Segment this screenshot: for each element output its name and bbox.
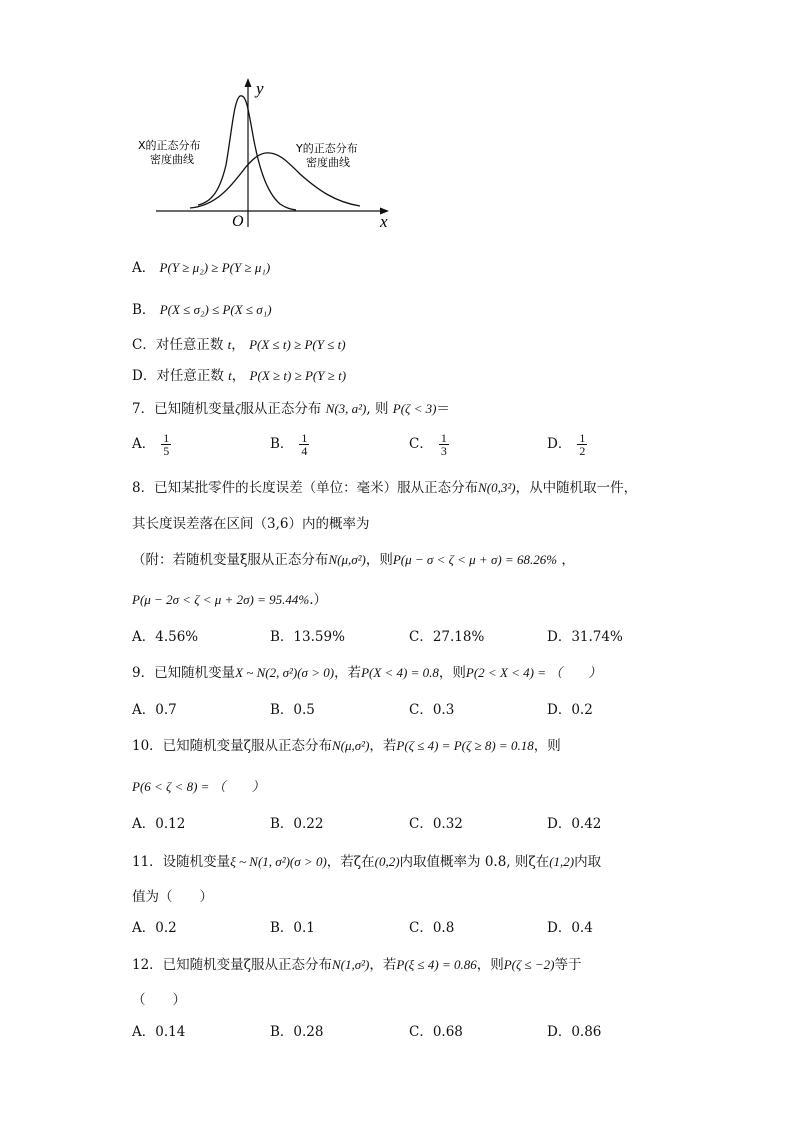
x-curve-label-1: X的正态分布 [138, 139, 201, 152]
q6-option-a-expr: P(Y ≥ μ₂) ≥ P(Y ≥ μ₁) [159, 260, 271, 275]
x-density-curve [198, 96, 296, 210]
q11-option-b: B．0.1 [270, 920, 315, 936]
q11-stem-line1: 11．设随机变量ξ ~ N(1, σ²)(σ > 0)，若ζ在(0,2)内取值概率为 0.8, 则ζ在(1,2)内取 [132, 854, 602, 870]
y-curve-label-1: Y的正态分布 [296, 142, 358, 155]
y-axis-label: y [256, 79, 264, 98]
q8-option-a: A．4.56% [132, 629, 199, 645]
q8-stem-line4: P(μ − 2σ < ζ < μ + 2σ) = 95.44%.） [132, 592, 327, 608]
normal-density-figure [130, 70, 400, 235]
q7-option-b: B． $\frac{1}{4}$ [270, 431, 308, 458]
q12-option-a: A．0.14 [132, 1024, 186, 1040]
q12-option-c: C．0.68 [409, 1024, 463, 1040]
q9-option-c: C．0.3 [409, 702, 455, 718]
origin-label: O [232, 213, 244, 230]
q9-option-a: A．0.7 [132, 702, 177, 718]
q10-option-d: D．0.42 [547, 816, 602, 832]
q10-option-c: C．0.32 [409, 816, 463, 832]
q8-stem-line1: 8．已知某批零件的长度误差（单位：毫米）服从正态分布N(0,3²)，从中随机取一件， [132, 480, 638, 496]
q6-option-b: B． P(X ≤ σ₂) ≤ P(X ≤ σ₁) [132, 302, 272, 318]
q11-stem-line2: 值为（ ） [132, 889, 213, 905]
q11-option-c: C．0.8 [409, 920, 455, 936]
q8-option-d: D．31.74% [547, 629, 623, 645]
q11-option-d: D．0.4 [547, 920, 593, 936]
q11-option-a: A．0.2 [132, 920, 177, 936]
q6-option-a: A． P(Y ≥ μ₂) ≥ P(Y ≥ μ₁) [132, 260, 271, 276]
q10-stem-line1: 10．已知随机变量ζ服从正态分布N(μ,σ²)，若P(ζ ≤ 4) = P(ζ ≥ 8) = 0.18，则 [132, 738, 561, 754]
q9-stem: 9．已知随机变量X ~ N(2, σ²)(σ > 0)，若P(X < 4) = 0.8，则P(2 < X < 4) = （ ） [132, 665, 602, 681]
q8-stem-line2: 其长度误差落在区间（3,6）内的概率为 [132, 516, 370, 532]
q8-stem-line3: （附：若随机变量ξ服从正态分布N(μ,σ²)，则P(μ − σ < ζ < μ + σ) = 68.26% ， [132, 552, 575, 568]
q12-option-b: B．0.28 [270, 1024, 324, 1040]
q8-option-b: B．13.59% [270, 629, 345, 645]
y-curve-label-2: 密度曲线 [306, 156, 350, 169]
x-curve-label-2: 密度曲线 [150, 153, 194, 166]
q10-option-a: A．0.12 [132, 816, 186, 832]
y-axis-arrow [245, 78, 252, 87]
q6-option-c-expr: P(X ≤ t) ≥ P(Y ≤ t) [249, 337, 346, 352]
q7-stem: 7．已知随机变量ζ服从正态分布 N(3, a²), 则 P(ζ < 3)＝ [132, 401, 450, 417]
q9-option-b: B．0.5 [270, 702, 315, 718]
q8-option-c: C．27.18% [409, 629, 485, 645]
q10-option-b: B．0.22 [270, 816, 324, 832]
q12-stem-line2: （ ） [132, 992, 186, 1008]
q6-option-c: C．对任意正数 t， P(X ≤ t) ≥ P(Y ≤ t) [132, 337, 346, 353]
q6-option-d: D．对任意正数 t， P(X ≥ t) ≥ P(Y ≥ t) [132, 368, 347, 384]
q6-option-b-expr: P(X ≤ σ₂) ≤ P(X ≤ σ₁) [159, 302, 272, 317]
q7-option-a: A． $\frac{1}{5}$ [132, 431, 170, 458]
q12-stem-line1: 12．已知随机变量ζ服从正态分布N(1,σ²)，若P(ξ ≤ 4) = 0.86，则P(ζ ≤ −2)等于 [132, 957, 582, 973]
x-axis-label: x [380, 212, 388, 231]
q10-stem-line2: P(6 < ζ < 8) = （ ） [132, 779, 265, 794]
q7-option-d: D． $\frac{1}{2}$ [547, 431, 586, 458]
q6-option-d-expr: P(X ≥ t) ≥ P(Y ≥ t) [249, 368, 347, 383]
q9-option-d: D．0.2 [547, 702, 593, 718]
q12-option-d: D．0.86 [547, 1024, 602, 1040]
q7-option-c: C． $\frac{1}{3}$ [409, 431, 447, 458]
